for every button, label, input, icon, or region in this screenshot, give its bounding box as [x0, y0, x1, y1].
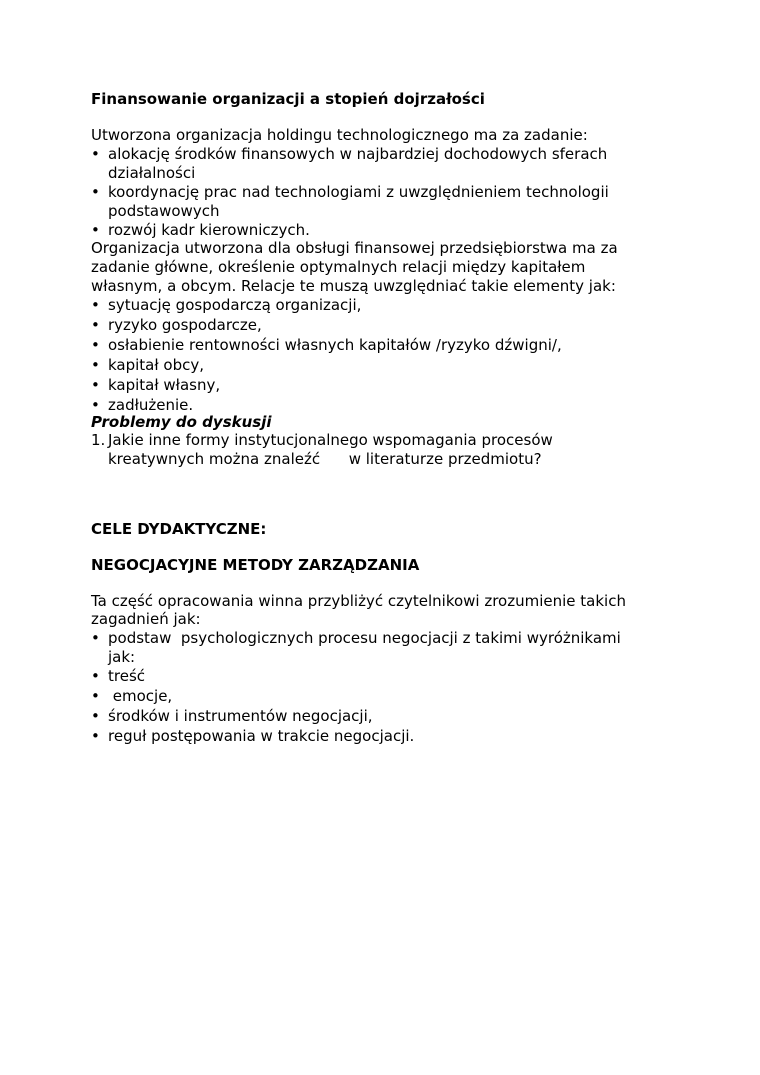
- list-item-text: osłabienie rentowności własnych kapitałów /ryzyko dźwigni/,: [108, 336, 562, 354]
- question-text: kreatywnych można znaleźć w literaturze przedmiotu?: [108, 450, 542, 468]
- list-item-text: emocje,: [108, 687, 173, 705]
- list-item-text: ryzyko gospodarcze,: [108, 316, 262, 334]
- bullet-icon: •: [91, 376, 100, 394]
- question-text: Jakie inne formy instytucjonalnego wspomagania procesów: [108, 431, 553, 449]
- section-title: Finansowanie organizacji a stopień dojrzałości: [91, 90, 485, 108]
- paragraph-line: Ta część opracowania winna przybliżyć czytelnikowi zrozumienie takich: [91, 592, 626, 610]
- list-item-text: kapitał własny,: [108, 376, 221, 394]
- list-item-text: środków i instrumentów negocjacji,: [108, 707, 373, 725]
- bullet-icon: •: [91, 629, 100, 647]
- list-item-text: zadłużenie.: [108, 396, 194, 414]
- bullet-icon: •: [91, 707, 100, 725]
- list-item-text: alokację środków finansowych w najbardziej dochodowych sferach: [108, 145, 608, 163]
- bullet-icon: •: [91, 667, 100, 685]
- bullet-icon: •: [91, 296, 100, 314]
- list-item-text: jak:: [108, 648, 136, 666]
- section-subheading: NEGOCJACYJNE METODY ZARZĄDZANIA: [91, 556, 420, 574]
- list-item-text: treść: [108, 667, 146, 685]
- bullet-icon: •: [91, 316, 100, 334]
- bullet-icon: •: [91, 221, 100, 239]
- list-item-text: podstaw psychologicznych procesu negocjacji z takimi wyróżnikami: [108, 629, 621, 647]
- list-item-text: sytuację gospodarczą organizacji,: [108, 296, 362, 314]
- intro-text: Utworzona organizacja holdingu technologicznego ma za zadanie:: [91, 126, 588, 144]
- section-heading: CELE DYDAKTYCZNE:: [91, 520, 267, 538]
- list-item-text: działalności: [108, 164, 196, 182]
- list-item-text: koordynację prac nad technologiami z uwzględnieniem technologii: [108, 183, 609, 201]
- discussion-heading: Problemy do dyskusji: [91, 413, 272, 431]
- question-number: 1.: [91, 431, 106, 449]
- bullet-icon: •: [91, 396, 100, 414]
- paragraph-line: zagadnień jak:: [91, 610, 201, 628]
- paragraph-line: Organizacja utworzona dla obsługi finansowej przedsiębiorstwa ma za: [91, 239, 618, 257]
- bullet-icon: •: [91, 336, 100, 354]
- list-item-text: podstawowych: [108, 202, 220, 220]
- bullet-icon: •: [91, 145, 100, 163]
- list-item-text: rozwój kadr kierowniczych.: [108, 221, 310, 239]
- list-item-text: kapitał obcy,: [108, 356, 204, 374]
- paragraph-line: własnym, a obcym. Relacje te muszą uwzględniać takie elementy jak:: [91, 277, 616, 295]
- bullet-icon: •: [91, 727, 100, 745]
- bullet-icon: •: [91, 183, 100, 201]
- paragraph-line: zadanie główne, określenie optymalnych relacji między kapitałem: [91, 258, 586, 276]
- bullet-icon: •: [91, 687, 100, 705]
- list-item-text: reguł postępowania w trakcie negocjacji.: [108, 727, 415, 745]
- bullet-icon: •: [91, 356, 100, 374]
